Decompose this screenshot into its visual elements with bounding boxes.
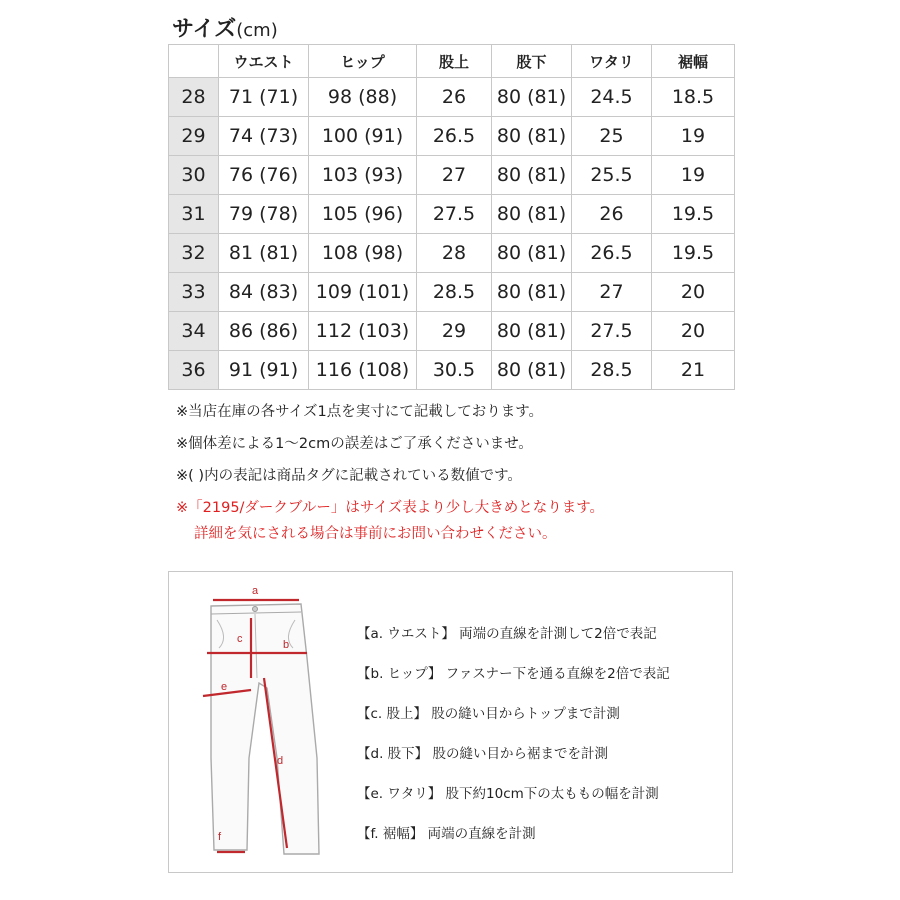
- size-label-cell: 34: [169, 312, 219, 351]
- legend-item: 【e. ワタリ】 股下約10cm下の太ももの幅を計測: [357, 786, 659, 802]
- table-cell: 20: [652, 312, 735, 351]
- table-cell: 19: [652, 117, 735, 156]
- label-f: f: [218, 831, 222, 843]
- label-e: e: [221, 681, 228, 693]
- table-cell: 80 (81): [492, 156, 572, 195]
- table-cell: 19.5: [652, 234, 735, 273]
- table-cell: 71 (71): [219, 78, 309, 117]
- measurement-legend: [357, 624, 670, 864]
- label-c: c: [237, 633, 243, 645]
- table-cell: 19: [652, 156, 735, 195]
- table-cell: 80 (81): [492, 195, 572, 234]
- table-cell: 86 (86): [219, 312, 309, 351]
- table-row: [169, 195, 735, 234]
- table-row: [169, 156, 735, 195]
- table-row: [169, 117, 735, 156]
- header-cell: 股下: [492, 45, 572, 78]
- note-line: ※当店在庫の各サイズ1点を実寸にて記載しております。: [176, 404, 544, 420]
- table-cell: 26.5: [417, 117, 492, 156]
- header-cell: [169, 45, 219, 78]
- table-cell: 28.5: [417, 273, 492, 312]
- legend-item: 【d. 股下】 股の縫い目から裾までを計測: [357, 746, 608, 762]
- table-cell: 79 (78): [219, 195, 309, 234]
- warning-note: ※「2195/ダークブルー」はサイズ表より少し大きめとなります。: [176, 500, 605, 516]
- table-cell: 27: [572, 273, 652, 312]
- size-label-cell: 33: [169, 273, 219, 312]
- table-cell: 116 (108): [309, 351, 417, 390]
- table-cell: 26: [417, 78, 492, 117]
- table-cell: 74 (73): [219, 117, 309, 156]
- table-cell: 84 (83): [219, 273, 309, 312]
- legend-item: 【f. 裾幅】 両端の直線を計測: [357, 826, 536, 842]
- table-cell: 80 (81): [492, 351, 572, 390]
- size-table: [168, 44, 735, 390]
- table-cell: 105 (96): [309, 195, 417, 234]
- legend-item: 【b. ヒップ】 ファスナー下を通る直線を2倍で表記: [357, 666, 670, 682]
- table-row: [169, 78, 735, 117]
- table-cell: 18.5: [652, 78, 735, 117]
- measurement-diagram: [168, 571, 733, 873]
- table-cell: 80 (81): [492, 234, 572, 273]
- size-label-cell: 36: [169, 351, 219, 390]
- table-cell: 100 (91): [309, 117, 417, 156]
- table-cell: 27.5: [417, 195, 492, 234]
- table-cell: 112 (103): [309, 312, 417, 351]
- table-cell: 29: [417, 312, 492, 351]
- label-b: b: [283, 639, 290, 651]
- warning-note: 詳細を気にされる場合は事前にお問い合わせください。: [194, 526, 557, 542]
- table-row: [169, 273, 735, 312]
- table-cell: 80 (81): [492, 117, 572, 156]
- table-cell: 30.5: [417, 351, 492, 390]
- table-cell: 27: [417, 156, 492, 195]
- table-cell: 28: [417, 234, 492, 273]
- label-d: d: [277, 755, 284, 767]
- page-title: [172, 12, 278, 43]
- table-cell: 80 (81): [492, 273, 572, 312]
- table-cell: 76 (76): [219, 156, 309, 195]
- table-cell: 98 (88): [309, 78, 417, 117]
- title-text: サイズ: [172, 17, 237, 42]
- size-label-cell: 30: [169, 156, 219, 195]
- table-cell: 28.5: [572, 351, 652, 390]
- table-row: [169, 234, 735, 273]
- table-row: [169, 312, 735, 351]
- table-cell: 80 (81): [492, 78, 572, 117]
- button-icon: [253, 607, 258, 612]
- table-cell: 26: [572, 195, 652, 234]
- table-cell: 81 (81): [219, 234, 309, 273]
- header-cell: 股上: [417, 45, 492, 78]
- legend-item: 【c. 股上】 股の縫い目からトップまで計測: [357, 706, 620, 722]
- table-row: [169, 351, 735, 390]
- pants-illustration: [189, 578, 359, 870]
- table-cell: 25.5: [572, 156, 652, 195]
- table-cell: 21: [652, 351, 735, 390]
- legend-item: 【a. ウエスト】 両端の直線を計測して2倍で表記: [357, 626, 657, 642]
- table-cell: 27.5: [572, 312, 652, 351]
- table-cell: 80 (81): [492, 312, 572, 351]
- pants-outline: [211, 604, 319, 854]
- header-cell: ウエスト: [219, 45, 309, 78]
- table-cell: 19.5: [652, 195, 735, 234]
- table-cell: 91 (91): [219, 351, 309, 390]
- table-cell: 20: [652, 273, 735, 312]
- size-label-cell: 29: [169, 117, 219, 156]
- size-label-cell: 28: [169, 78, 219, 117]
- note-line: ※( )内の表記は商品タグに記載されている数値です。: [176, 468, 522, 484]
- table-cell: 108 (98): [309, 234, 417, 273]
- note-line: ※個体差による1～2cmの誤差はご了承くださいませ。: [176, 436, 533, 452]
- header-cell: 裾幅: [652, 45, 735, 78]
- size-label-cell: 31: [169, 195, 219, 234]
- table-cell: 25: [572, 117, 652, 156]
- table-header-row: [169, 45, 735, 78]
- title-unit: (cm): [236, 20, 278, 41]
- table-cell: 26.5: [572, 234, 652, 273]
- table-cell: 24.5: [572, 78, 652, 117]
- header-cell: ヒップ: [309, 45, 417, 78]
- table-cell: 103 (93): [309, 156, 417, 195]
- size-label-cell: 32: [169, 234, 219, 273]
- notes: [176, 400, 604, 548]
- label-a: a: [252, 585, 259, 597]
- header-cell: ワタリ: [572, 45, 652, 78]
- table-cell: 109 (101): [309, 273, 417, 312]
